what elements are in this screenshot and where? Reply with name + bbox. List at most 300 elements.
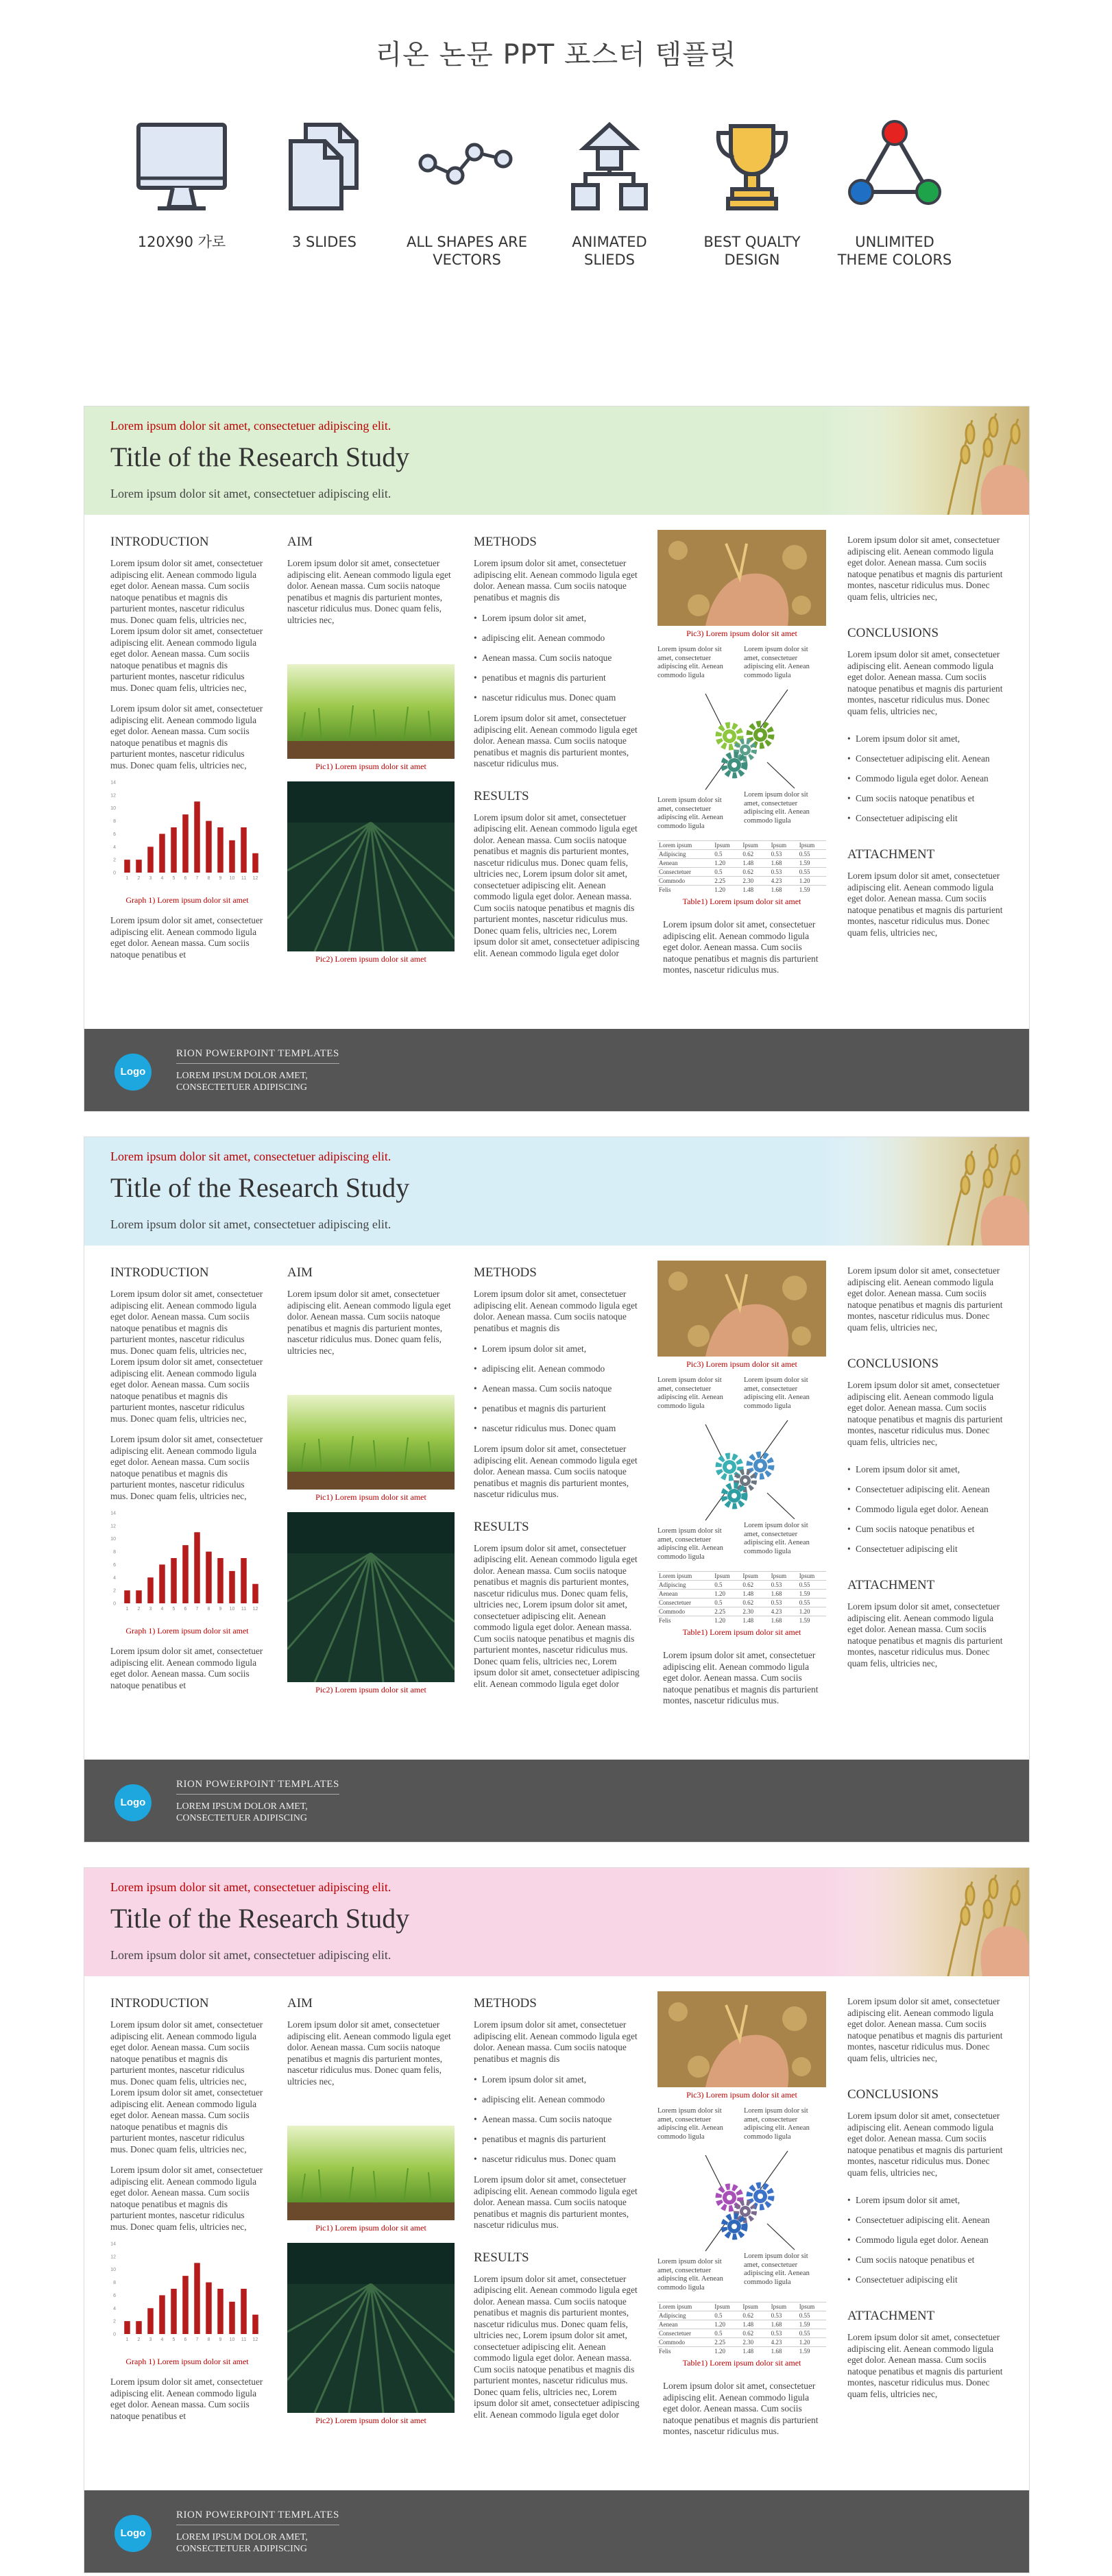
table-cell: 0.5 [713,2311,741,2320]
monitor-icon [130,117,233,219]
x-tick-label: 1 [125,2337,129,2342]
aim-column [287,1996,455,2429]
aim-heading: AIM [287,1265,313,1280]
poster-slide-pink [84,1867,1030,2573]
gear-note: Lorem ipsum dolor sit amet, consectetuer adipiscing elit. Aenean commodo ligula [744,1522,810,1555]
methods-bullet: • Lorem ipsum dolor sit amet, [474,613,640,624]
table-caption: Table1) Lorem ipsum dolor sit amet [682,897,801,906]
x-tick-label: 10 [229,1607,235,1612]
gear-note: Lorem ipsum dolor sit amet, consectetuer adipiscing elit. Aenean commodo ligula [657,797,723,830]
methods-bullets [474,613,640,703]
header-red-line: Lorem ipsum dolor sit amet, consectetuer adipiscing elit. [110,1150,391,1163]
conclusions-bullets [847,1464,1006,1555]
x-tick-label: 3 [149,1607,152,1612]
x-tick-label: 10 [229,876,235,881]
feature-item [687,117,817,269]
x-tick-label: 2 [137,1607,141,1612]
table-cell: Consectetuer [657,1599,713,1607]
introduction-text: Lorem ipsum dolor sit amet, consectetuer adipiscing elit. Aenean commodo ligula eget dolor. Aenean massa. Cum sociis natoque penatibus et magnis dis parturient montes, nascetur ridiculus mus. Donec quam felis, ultricies nec, [110,1434,263,1501]
methods-column [474,1996,640,2420]
chart-bar [124,2321,130,2334]
feature-list [117,117,994,274]
gear-note: Lorem ipsum dolor sit amet, consectetuer adipiscing elit. Aenean commodo ligula [657,2258,723,2292]
poster-slide-green [84,406,1030,1112]
table-header: Lorem ipsum [657,2302,713,2311]
pic2-caption: Pic2) Lorem ipsum dolor sit amet [315,1685,426,1694]
table-cell: Consectetuer [657,2329,713,2338]
table-cell: 1.20 [798,877,826,886]
conclusions-bullets [847,2195,1006,2285]
methods-text: Lorem ipsum dolor sit amet, consectetuer adipiscing elit. Aenean commodo ligula eget dolor. Aenean massa. Cum sociis natoque penatibus et magnis dis [474,1289,638,1333]
table-cell: 0.5 [713,868,741,877]
results-heading: RESULTS [474,788,529,803]
chart-bar [147,2308,154,2334]
aim-column [287,535,455,967]
table-cell: Consectetuer [657,868,713,877]
conclusions-text: Lorem ipsum dolor sit amet, consectetuer adipiscing elit. Aenean commodo ligula eget dolor. Aenean massa. Cum sociis natoque penatibus et magnis dis parturient montes, nascetur ridiculus mus. Donec quam felis, ultricies nec, [847,1380,1003,1447]
aim-text: Lorem ipsum dolor sit amet, consectetuer adipiscing elit. Aenean commodo ligula eget dolor. Aenean massa. Cum sociis natoque penatibus et magnis dis parturient montes, nascetur ridiculus mus. Donec quam felis, ultricies nec, [287,2019,451,2087]
x-tick-label: 9 [219,2337,222,2342]
table-row [657,868,826,877]
table-cell: 1.20 [713,859,741,868]
hierarchy-icon [558,117,661,219]
field-rows-photo [287,1512,455,1682]
table-row [657,2347,826,2356]
pic3-caption: Pic3) Lorem ipsum dolor sit amet [686,1359,797,1369]
table-cell: Commodo [657,877,713,886]
logo: Logo [114,1784,152,1821]
x-tick-label: 6 [184,2337,187,2342]
table-cell: 1.20 [713,1590,741,1599]
table-cell: 0.62 [741,868,769,877]
methods-column [474,535,640,959]
x-tick-label: 9 [219,876,222,881]
figure-column [657,1991,826,2438]
wheat-hand-image [825,1137,1030,1246]
x-tick-label: 9 [219,1607,222,1612]
methods-bullet: • penatibus et magnis dis parturient [474,1403,640,1414]
footer-brand: RION POWERPOINT TEMPLATES [176,2510,339,2525]
table-cell: 0.55 [798,2329,826,2338]
table-cell: 2.25 [713,1607,741,1616]
table-row [657,2311,826,2320]
conclusions-bullet: • Commodo ligula eget dolor. Aenean [847,2235,1006,2246]
logo: Logo [114,2515,152,2552]
conclusions-bullet: • Consectetuer adipiscing elit. Aenean [847,1484,1006,1495]
gear-note: Lorem ipsum dolor sit amet, consectetuer adipiscing elit. Aenean commodo ligula [657,1376,723,1410]
y-tick-label: 10 [110,1537,116,1542]
methods-text: Lorem ipsum dolor sit amet, consectetuer adipiscing elit. Aenean commodo ligula eget dolor. Aenean massa. Cum sociis natoque penatibus et magnis dis parturient montes, nascetur ridiculus mus. [474,2174,638,2230]
table-cell: 0.53 [770,2311,798,2320]
table-header: Ipsum [798,841,826,850]
feature-item [830,117,960,269]
chart-bar [171,1558,177,1603]
aim-heading: AIM [287,1996,313,2010]
results-heading: RESULTS [474,1519,529,1534]
methods-bullet: • Lorem ipsum dolor sit amet, [474,2074,640,2085]
table-row [657,877,826,886]
introduction-text: Lorem ipsum dolor sit amet, consectetuer adipiscing elit. Aenean commodo ligula eget dolor. Aenean massa. Cum sociis natoque penatibus et magnis dis parturient montes, nascetur ridiculus mus. Donec quam felis, ultricies nec, [110,2087,263,2154]
introduction-text: Lorem ipsum dolor sit amet, consectetuer adipiscing elit. Aenean commodo ligula eget dolor. Aenean massa. Cum sociis natoque penatibus et magnis dis parturient montes, nascetur ridiculus mus. Donec quam felis, ultricies nec, [110,2019,263,2087]
chart-bar [136,2321,142,2334]
table-header: Ipsum [798,2302,826,2311]
conclusions-text: Lorem ipsum dolor sit amet, consectetuer adipiscing elit. Aenean commodo ligula eget dolor. Aenean massa. Cum sociis natoque penatibus et magnis dis parturient montes, nascetur ridiculus mus. Donec quam felis, ultricies nec, [847,2111,1003,2178]
methods-bullet: • adipiscing elit. Aenean commodo [474,1363,640,1374]
table-cell: Aenean [657,2320,713,2329]
footer-tagline: LOREM IPSUM DOLOR AMET, CONSECTETUER ADIPISCING [176,1801,308,1823]
y-tick-label: 14 [110,2241,116,2247]
table-header: Ipsum [741,841,769,850]
attachment-text: Lorem ipsum dolor sit amet, consectetuer adipiscing elit. Aenean commodo ligula eget dolor. Aenean massa. Cum sociis natoque penatibus et magnis dis parturient montes, nascetur ridiculus mus. Donec quam felis, ultricies nec, [847,1601,1003,1668]
methods-bullet: • penatibus et magnis dis parturient [474,672,640,683]
introduction-column [110,1265,264,1691]
table-cell: 1.48 [741,2320,769,2329]
figure-text: Lorem ipsum dolor sit amet, consectetuer adipiscing elit. Aenean commodo ligula eget dolor. Aenean massa. Cum sociis natoque penatibus et magnis dis parturient montes, nascetur ridiculus mus. [663,919,819,975]
results-text: Lorem ipsum dolor sit amet, consectetuer adipiscing elit. Aenean commodo ligula eget dolor. Aenean massa. Cum sociis natoque penatibus et magnis dis parturient montes, nascetur ridiculus mus. Donec quam felis, ultricies nec, Lorem ipsum dolor sit amet, consectetuer adipiscing elit. Aenean commodo ligula eget dolor. Aenean massa. Cum sociis natoque penatibus et magnis dis parturient montes, nascetur ridiculus mus. Donec quam felis, ultricies nec, Lorem ipsum dolor sit amet, consectetuer adipiscing elit. Aenean commodo ligula eget dolor [474,2273,640,2420]
gear-note: Lorem ipsum dolor sit amet, consectetuer adipiscing elit. Aenean commodo ligula [744,1376,810,1410]
feature-label: 3 SLIDES [291,234,357,250]
table-cell: Felis [657,2347,713,2356]
gear-note: Lorem ipsum dolor sit amet, consectetuer adipiscing elit. Aenean commodo ligula [657,646,723,679]
table-row [657,1599,826,1607]
data-table [657,2302,826,2355]
introduction-heading: INTRODUCTION [110,1265,209,1280]
x-tick-label: 12 [252,876,258,881]
slide-header [84,1137,1030,1246]
table-cell: Aenean [657,1590,713,1599]
introduction-text: Lorem ipsum dolor sit amet, consectetuer adipiscing elit. Aenean commodo ligula eget dolor. Aenean massa. Cum sociis natoque penatibus et [110,1646,263,1690]
chart-bar [217,1558,223,1603]
chart-bar [206,821,212,873]
field-rows-photo [287,781,455,951]
table-header: Ipsum [713,2302,741,2311]
introduction-heading: INTRODUCTION [110,535,209,549]
attachment-heading: ATTACHMENT [847,2309,935,2323]
table-cell: 1.68 [770,1616,798,1625]
results-heading: RESULTS [474,2250,529,2265]
table-cell: 2.30 [741,2338,769,2347]
table-cell: 2.25 [713,2338,741,2347]
gear-diagram [657,1372,826,1571]
x-tick-label: 11 [241,2337,247,2342]
field-rows-photo [287,2243,455,2413]
chart-bar [136,860,142,873]
y-tick-label: 0 [113,2332,116,2337]
table-caption: Table1) Lorem ipsum dolor sit amet [682,1627,801,1637]
graph-caption: Graph 1) Lorem ipsum dolor sit amet [125,895,249,905]
chart-bar [241,827,247,873]
gear-note: Lorem ipsum dolor sit amet, consectetuer adipiscing elit. Aenean commodo ligula [744,2252,810,2286]
y-tick-label: 2 [113,2319,116,2324]
table-cell: 1.48 [741,2347,769,2356]
y-tick-label: 14 [110,1511,116,1516]
grass-photo [287,2126,455,2220]
table-cell: 1.20 [713,886,741,895]
pic2-caption: Pic2) Lorem ipsum dolor sit amet [315,954,426,964]
research-title: Title of the Research Study [110,1172,410,1203]
chart-bar [229,1571,235,1603]
table-cell: 0.53 [770,1581,798,1590]
conclusions-column [847,1996,1006,2400]
footer-brand: RION POWERPOINT TEMPLATES [176,1048,339,1064]
gear-note: Lorem ipsum dolor sit amet, consectetuer adipiscing elit. Aenean commodo ligula [744,2107,810,2141]
table-cell: 0.5 [713,2329,741,2338]
slide-footer [84,1760,1030,1842]
table-cell: 1.20 [798,1607,826,1616]
methods-bullet: • Aenean massa. Cum sociis natoque [474,653,640,664]
pic2-caption: Pic2) Lorem ipsum dolor sit amet [315,2416,426,2425]
table-cell: 0.5 [713,850,741,859]
gears-icon [657,1411,826,1527]
introduction-column [110,535,264,960]
table-header: Lorem ipsum [657,1572,713,1581]
figure-text: Lorem ipsum dolor sit amet, consectetuer adipiscing elit. Aenean commodo ligula eget dolor. Aenean massa. Cum sociis natoque penatibus et magnis dis parturient montes, nascetur ridiculus mus. [663,1650,819,1705]
methods-bullets [474,2074,640,2165]
chart-bar [182,814,189,873]
table-cell: 1.68 [770,2347,798,2356]
table-cell: 1.48 [741,1590,769,1599]
x-tick-label: 3 [149,2337,152,2342]
table-cell: 0.55 [798,868,826,877]
pic1-caption: Pic1) Lorem ipsum dolor sit amet [315,2223,426,2233]
slide-footer [84,2490,1030,2573]
table-row [657,886,826,895]
graph-caption: Graph 1) Lorem ipsum dolor sit amet [125,1626,249,1636]
data-table [657,1571,826,1625]
x-tick-label: 6 [184,876,187,881]
aim-text: Lorem ipsum dolor sit amet, consectetuer adipiscing elit. Aenean commodo ligula eget dolor. Aenean massa. Cum sociis natoque penatibus et magnis dis parturient montes, nascetur ridiculus mus. Donec quam felis, ultricies nec, [287,558,451,625]
methods-bullet: • Aenean massa. Cum sociis natoque [474,2114,640,2125]
chart-bar [252,853,258,873]
x-tick-label: 2 [137,876,141,881]
chart-bar [194,801,200,873]
conclusions-bullet: • Consectetuer adipiscing elit [847,2274,1006,2285]
table-header: Ipsum [713,1572,741,1581]
x-tick-label: 3 [149,876,152,881]
y-tick-label: 2 [113,1588,116,1594]
x-tick-label: 10 [229,2337,235,2342]
gears-icon [657,680,826,797]
table-cell: 4.23 [770,1607,798,1616]
pic3-caption: Pic3) Lorem ipsum dolor sit amet [686,2090,797,2100]
methods-text: Lorem ipsum dolor sit amet, consectetuer adipiscing elit. Aenean commodo ligula eget dolor. Aenean massa. Cum sociis natoque penatibus et magnis dis parturient montes, nascetur ridiculus mus. [474,713,638,768]
y-tick-label: 8 [113,819,116,825]
table-cell: 0.53 [770,850,798,859]
chart-bar [147,847,154,873]
feature-item [544,117,675,269]
y-tick-label: 12 [110,1524,116,1529]
chart-bar [229,840,235,873]
table-cell: 1.48 [741,886,769,895]
table-cell: Felis [657,886,713,895]
page-title: 리온 논문 PPT 포스터 템플릿 [375,39,737,71]
x-tick-label: 8 [207,1607,210,1612]
table-cell: 1.20 [713,1616,741,1625]
conclusions-bullet: • Lorem ipsum dolor sit amet, [847,1464,1006,1475]
table-cell: Adipiscing [657,1581,713,1590]
table-cell: 0.53 [770,2329,798,2338]
conclusions-bullet: • Consectetuer adipiscing elit [847,1544,1006,1555]
gear-diagram [657,2103,826,2302]
gear-note: Lorem ipsum dolor sit amet, consectetuer adipiscing elit. Aenean commodo ligula [744,791,810,825]
x-tick-label: 11 [241,876,247,881]
right-text: Lorem ipsum dolor sit amet, consectetuer adipiscing elit. Aenean commodo ligula eget dolor. Aenean massa. Cum sociis natoque penatibus et magnis dis parturient montes, nascetur ridiculus mus. Donec quam felis, ultricies nec, [847,1265,1003,1333]
methods-bullet: • Aenean massa. Cum sociis natoque [474,1383,640,1394]
table-cell: 2.25 [713,877,741,886]
x-tick-label: 5 [172,2337,176,2342]
methods-bullet: • adipiscing elit. Aenean commodo [474,633,640,644]
y-tick-label: 14 [110,780,116,786]
footer-tagline: LOREM IPSUM DOLOR AMET, CONSECTETUER ADIPISCING [176,1071,308,1093]
x-tick-label: 5 [172,1607,176,1612]
chart-bar [171,2289,177,2334]
table-cell: 1.48 [741,1616,769,1625]
chart-bar [159,1564,165,1603]
table-cell: 1.59 [798,886,826,895]
table-cell: 0.5 [713,1599,741,1607]
x-tick-label: 8 [207,876,210,881]
table-cell: Commodo [657,1607,713,1616]
table-cell: 0.55 [798,1599,826,1607]
logo: Logo [114,1054,152,1091]
slide-header [84,406,1030,515]
gear-diagram [657,642,826,840]
table-cell: 1.59 [798,2347,826,2356]
feature-label: 120X90 가로 [137,234,226,250]
introduction-text: Lorem ipsum dolor sit amet, consectetuer adipiscing elit. Aenean commodo ligula eget dolor. Aenean massa. Cum sociis natoque penatibus et magnis dis parturient montes, nascetur ridiculus mus. Donec quam felis, ultricies nec, [110,703,263,770]
methods-text: Lorem ipsum dolor sit amet, consectetuer adipiscing elit. Aenean commodo ligula eget dolor. Aenean massa. Cum sociis natoque penatibus et magnis dis [474,2019,638,2064]
chart-bar [136,1590,142,1603]
introduction-text: Lorem ipsum dolor sit amet, consectetuer adipiscing elit. Aenean commodo ligula eget dolor. Aenean massa. Cum sociis natoque penatibus et magnis dis parturient montes, nascetur ridiculus mus. Donec quam felis, ultricies nec, [110,626,263,693]
table-cell: 4.23 [770,877,798,886]
table-cell: 1.68 [770,886,798,895]
feature-item [402,117,532,269]
x-tick-label: 4 [160,1607,164,1612]
table-cell: Commodo [657,2338,713,2347]
table-header-row [657,1572,826,1581]
table-header: Ipsum [798,1572,826,1581]
x-tick-label: 8 [207,2337,210,2342]
feature-item [117,117,247,251]
y-tick-label: 4 [113,2306,116,2311]
table-header: Ipsum [770,2302,798,2311]
conclusions-bullet: • Lorem ipsum dolor sit amet, [847,2195,1006,2206]
aim-heading: AIM [287,535,313,549]
methods-text: Lorem ipsum dolor sit amet, consectetuer adipiscing elit. Aenean commodo ligula eget dolor. Aenean massa. Cum sociis natoque penatibus et magnis dis [474,558,638,603]
chart-bar [182,1545,189,1603]
x-tick-label: 7 [195,876,199,881]
grass-photo [287,1395,455,1490]
chart-bar [124,1590,130,1603]
chart-bar [241,2289,247,2334]
table-header: Ipsum [741,1572,769,1581]
y-tick-label: 12 [110,793,116,799]
slides-icon [273,117,376,219]
y-tick-label: 0 [113,871,116,876]
table-row [657,2329,826,2338]
pic1-caption: Pic1) Lorem ipsum dolor sit amet [315,1492,426,1502]
methods-bullets [474,1344,640,1434]
pic1-caption: Pic1) Lorem ipsum dolor sit amet [315,762,426,771]
chart-bar [229,2302,235,2334]
x-tick-label: 4 [160,2337,164,2342]
y-tick-label: 2 [113,858,116,863]
table-header: Ipsum [770,1572,798,1581]
table-cell: Felis [657,1616,713,1625]
table-cell: 1.68 [770,1590,798,1599]
chart-bar [252,2315,258,2334]
wheat-hand-image [825,406,1030,515]
header-red-line: Lorem ipsum dolor sit amet, consectetuer adipiscing elit. [110,419,391,433]
trophy-icon [701,117,803,219]
chart-bar [252,1584,258,1603]
chart-bar [147,1577,154,1603]
introduction-text: Lorem ipsum dolor sit amet, consectetuer adipiscing elit. Aenean commodo ligula eget dolor. Aenean massa. Cum sociis natoque penatibus et magnis dis parturient montes, nascetur ridiculus mus. Donec quam felis, ultricies nec, [110,1289,263,1356]
aim-column [287,1265,455,1698]
table-caption: Table1) Lorem ipsum dolor sit amet [682,2358,801,2368]
table-cell: 0.62 [741,2311,769,2320]
research-title: Title of the Research Study [110,441,410,472]
methods-heading: METHODS [474,1996,537,2010]
introduction-text: Lorem ipsum dolor sit amet, consectetuer adipiscing elit. Aenean commodo ligula eget dolor. Aenean massa. Cum sociis natoque penatibus et [110,2377,263,2421]
graph-caption: Graph 1) Lorem ipsum dolor sit amet [125,2357,249,2366]
header-subtitle: Lorem ipsum dolor sit amet, consectetuer adipiscing elit. [110,1217,391,1231]
bar-chart [110,1507,264,1617]
feature-label: UNLIMITED THEME COLORS [837,234,952,268]
table-row [657,1607,826,1616]
x-tick-label: 6 [184,1607,187,1612]
table-cell: 1.68 [770,2320,798,2329]
table-cell: 0.55 [798,2311,826,2320]
chart-bar [206,1552,212,1603]
table-cell: 0.55 [798,1581,826,1590]
table-row [657,1616,826,1625]
feature-label: ALL SHAPES ARE VECTORS [406,234,528,268]
table-cell: 1.59 [798,1616,826,1625]
attachment-text: Lorem ipsum dolor sit amet, consectetuer adipiscing elit. Aenean commodo ligula eget dolor. Aenean massa. Cum sociis natoque penatibus et magnis dis parturient montes, nascetur ridiculus mus. Donec quam felis, ultricies nec, [847,871,1003,938]
table-cell: 0.53 [770,1599,798,1607]
x-tick-label: 12 [252,1607,258,1612]
right-text: Lorem ipsum dolor sit amet, consectetuer adipiscing elit. Aenean commodo ligula eget dolor. Aenean massa. Cum sociis natoque penatibus et magnis dis parturient montes, nascetur ridiculus mus. Donec quam felis, ultricies nec, [847,535,1003,602]
y-tick-label: 4 [113,845,116,850]
table-row [657,1590,826,1599]
methods-text: Lorem ipsum dolor sit amet, consectetuer adipiscing elit. Aenean commodo ligula eget dolor. Aenean massa. Cum sociis natoque penatibus et magnis dis parturient montes, nascetur ridiculus mus. [474,1444,638,1499]
bar-chart [110,2238,264,2348]
header-red-line: Lorem ipsum dolor sit amet, consectetuer adipiscing elit. [110,1880,391,1894]
research-title: Title of the Research Study [110,1903,410,1934]
introduction-text: Lorem ipsum dolor sit amet, consectetuer adipiscing elit. Aenean commodo ligula eget dolor. Aenean massa. Cum sociis natoque penatibus et magnis dis parturient montes, nascetur ridiculus mus. Donec quam felis, ultricies nec, [110,558,263,625]
hands-grain-photo [657,530,826,626]
poster-slide-blue [84,1137,1030,1843]
conclusions-heading: CONCLUSIONS [847,2087,939,2102]
wheat-hand-image [825,1868,1030,1976]
chart-bar [194,2263,200,2334]
conclusions-bullet: • Commodo ligula eget dolor. Aenean [847,1504,1006,1515]
table-row [657,859,826,868]
x-tick-label: 12 [252,2337,258,2342]
methods-bullet: • penatibus et magnis dis parturient [474,2134,640,2145]
conclusions-column [847,1265,1006,1669]
table-cell: Adipiscing [657,2311,713,2320]
table-cell: 4.23 [770,2338,798,2347]
introduction-text: Lorem ipsum dolor sit amet, consectetuer adipiscing elit. Aenean commodo ligula eget dolor. Aenean massa. Cum sociis natoque penatibus et magnis dis parturient montes, nascetur ridiculus mus. Donec quam felis, ultricies nec, [110,2165,263,2232]
conclusions-bullet: • Lorem ipsum dolor sit amet, [847,733,1006,744]
table-cell: 1.59 [798,1590,826,1599]
methods-bullet: • nascetur ridiculus mus. Donec quam [474,1423,640,1434]
methods-bullet: • Lorem ipsum dolor sit amet, [474,1344,640,1354]
chart-bar [206,2283,212,2334]
color-triangle-icon [843,117,946,219]
